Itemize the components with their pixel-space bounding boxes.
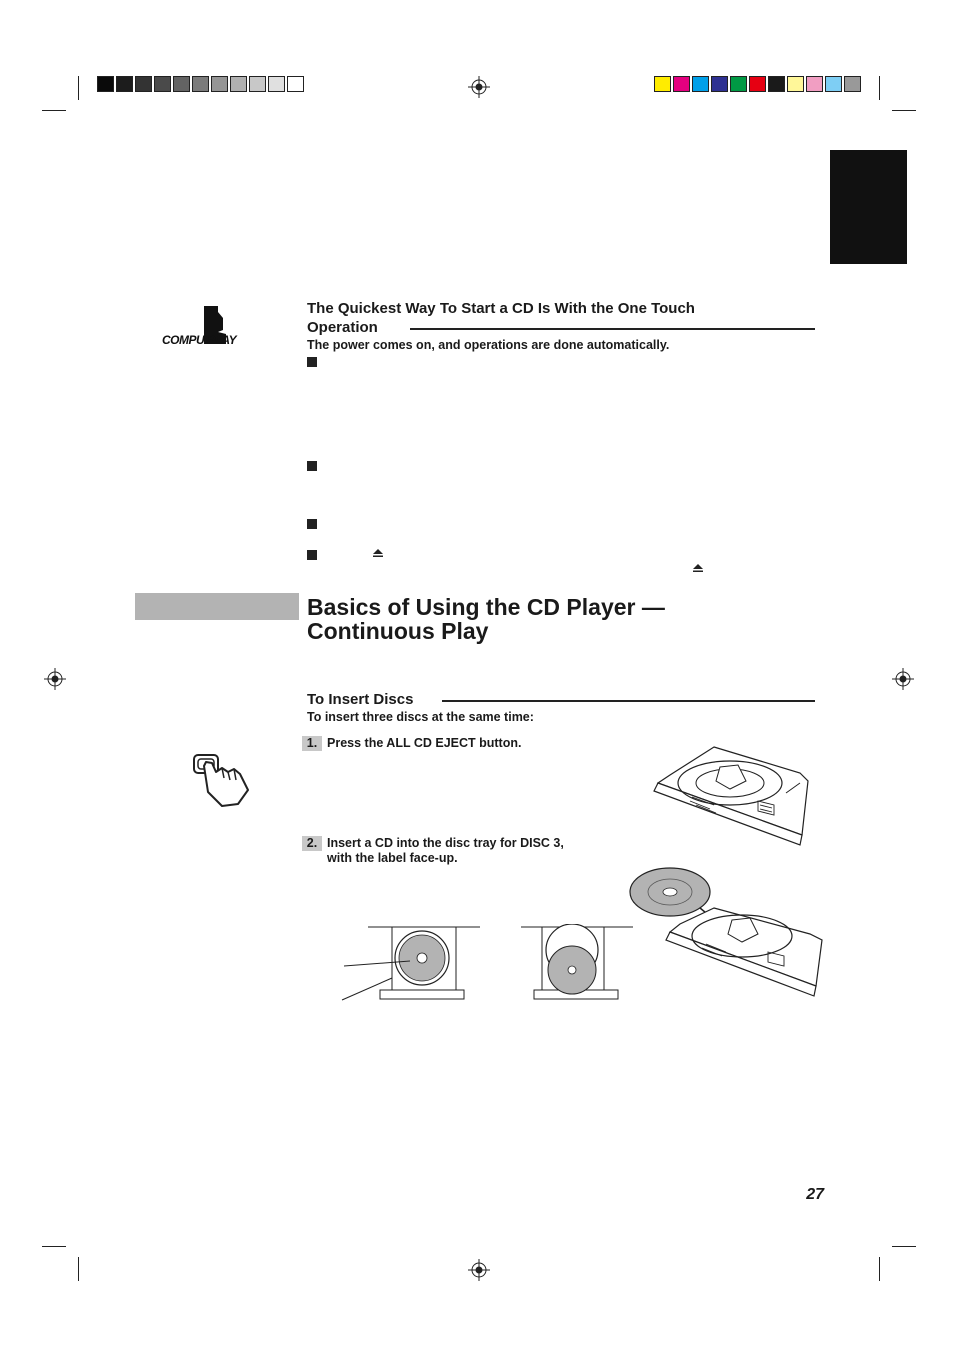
step2-number: 2. — [302, 836, 322, 851]
bullet-1 — [307, 357, 317, 367]
insert-intro: To insert three discs at the same time: — [307, 710, 534, 724]
disc-placement-correct-diagram — [340, 924, 485, 1006]
step2-text-line1: Insert a CD into the disc tray for DISC 3, — [327, 836, 564, 850]
color-swatch — [787, 76, 804, 92]
color-swatch — [825, 76, 842, 92]
section1-intro: The power comes on, and operations are done automatically. — [307, 338, 670, 352]
section2-title-line1: Basics of Using the CD Player — — [307, 594, 665, 620]
section2-title-line2: Continuous Play — [307, 618, 489, 644]
registration-mark-left — [44, 668, 66, 690]
disc-placement-incorrect-diagram — [518, 924, 636, 1006]
logo-text: COMPU PLAY — [162, 333, 237, 347]
step1-text: Press the ALL CD EJECT button. — [327, 736, 522, 750]
color-swatch — [654, 76, 671, 92]
insert-heading-text: To Insert Discs — [307, 691, 414, 708]
bullet-4 — [307, 550, 317, 560]
insert-cd-illustration — [628, 864, 828, 1014]
section2-title — [307, 595, 665, 643]
section1-heading-line2 — [307, 318, 815, 337]
registration-mark-top — [468, 76, 490, 98]
step2-text — [327, 836, 564, 866]
color-swatch — [768, 76, 785, 92]
bullet-3 — [307, 519, 317, 529]
color-swatch — [844, 76, 861, 92]
step2-text-line2: with the label face-up. — [327, 851, 458, 865]
bullet-2 — [307, 461, 317, 471]
color-swatch — [806, 76, 823, 92]
chapter-tab — [830, 150, 907, 264]
compu-play-logo — [160, 302, 260, 352]
insert-heading-rule — [442, 700, 815, 702]
registration-mark-right — [892, 668, 914, 690]
eject-icon-2 — [692, 563, 704, 573]
title-gray-bar — [135, 593, 299, 620]
section1-heading-line1: The Quickest Way To Start a CD Is With the One Touch — [307, 300, 695, 317]
color-swatch — [730, 76, 747, 92]
section1-heading-operation: Operation — [307, 319, 378, 336]
color-swatch — [673, 76, 690, 92]
insert-heading — [307, 690, 815, 709]
registration-mark-bottom — [468, 1259, 490, 1281]
color-swatch — [711, 76, 728, 92]
hand-press-button-icon — [192, 752, 254, 808]
cd-tray-illustration-open — [650, 743, 812, 851]
color-swatch — [692, 76, 709, 92]
eject-icon — [372, 548, 384, 558]
page-number: 27 — [806, 1186, 824, 1203]
heading-rule — [410, 328, 815, 330]
step1-number: 1. — [302, 736, 322, 751]
color-swatch — [749, 76, 766, 92]
